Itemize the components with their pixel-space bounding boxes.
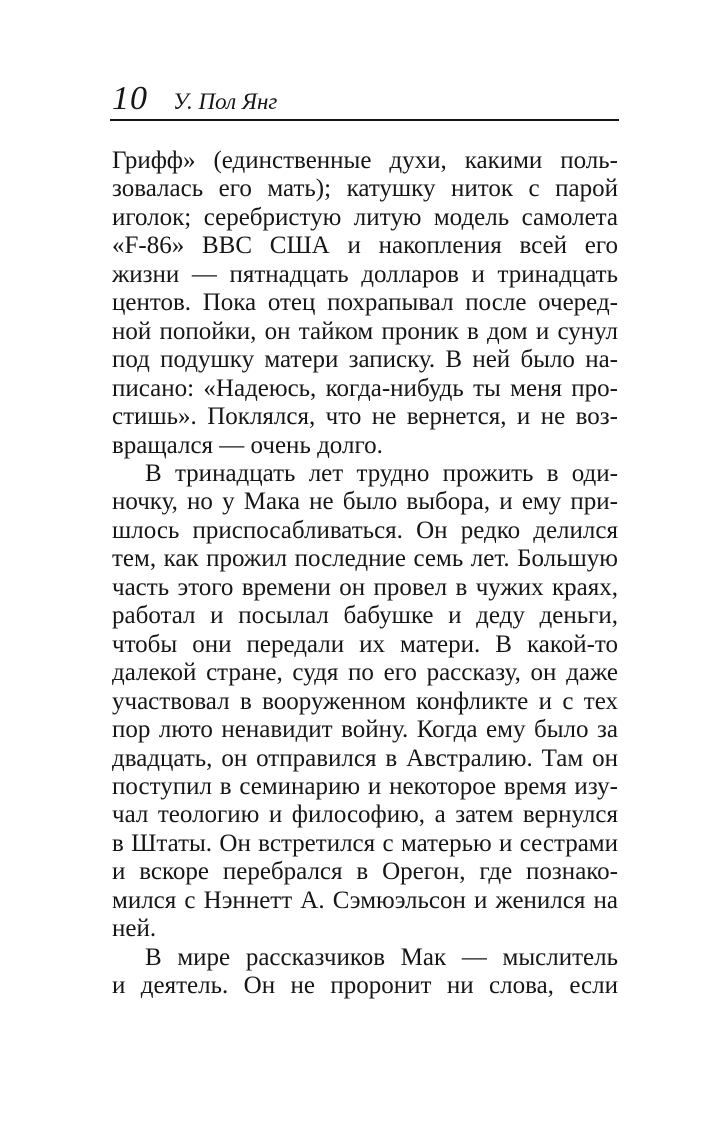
paragraph	[112, 460, 618, 944]
text-line: и деятель. Он не проронит ни слова, если	[112, 972, 618, 1000]
text-line: тем, как прожил последние семь лет. Большую	[112, 545, 618, 573]
text-line: в Штаты. Он встретился с матерью и сестрами	[112, 829, 618, 857]
page-header	[112, 82, 620, 116]
text-line: В мире рассказчиков Мак — мыслитель	[145, 943, 618, 971]
text-line: часть этого времени он провел в чужих краях,	[112, 573, 618, 601]
text-line: В тринадцать лет трудно прожить в оди-	[145, 459, 618, 487]
text-line: центов. Пока отец похрапывал после очеред-	[112, 289, 618, 317]
text-line: участвовал в вооруженном конфликте и с тех	[112, 687, 618, 715]
page-number: 10	[112, 80, 148, 117]
text-line: иголок; серебристую литую модель самолета	[112, 203, 618, 231]
text-line: ной попойки, он тайком проник в дом и сунул	[112, 317, 618, 345]
text-line: Грифф» (единственные духи, какими поль-	[112, 147, 618, 174]
text-line: работал и посылал бабушке и деду деньги,	[112, 602, 618, 630]
text-line: чтобы они передали их матери. В какой-то	[112, 630, 618, 658]
paragraph	[112, 147, 618, 460]
running-title: У. Пол Янг	[173, 89, 278, 114]
text-line: шлось приспосабливаться. Он редко делился	[112, 516, 618, 544]
text-line: «F-86» ВВС США и накопления всей его	[112, 232, 618, 260]
text-line: чал теологию и философию, а затем вернулся	[112, 801, 618, 829]
text-line: стишь». Поклялся, что не вернется, и не воз-	[112, 403, 618, 431]
text-line: писано: «Надеюсь, когда-нибудь ты меня про-	[112, 374, 618, 402]
text-line: мился с Нэннетт А. Сэмюэльсон и женился на	[112, 886, 618, 914]
text-line: жизни — пятнадцать долларов и тринадцать	[112, 260, 618, 288]
text-line: пор люто ненавидит войну. Когда ему было за	[112, 716, 618, 744]
text-line: вращался — очень долго.	[112, 431, 383, 459]
text-line: зовалась его мать); катушку ниток с парой	[112, 175, 618, 203]
text-line: ней.	[112, 915, 157, 943]
paragraph	[112, 944, 618, 1001]
text-line: поступил в семинарию и некоторое время изу-	[112, 772, 618, 800]
text-line: под подушку матери записку. В ней было на-	[112, 346, 618, 374]
text-line: двадцать, он отправился в Австралию. Там он	[112, 744, 618, 772]
text-line: ночку, но у Мака не было выбора, и ему при-	[112, 488, 618, 516]
text-line: и вскоре перебрался в Орегон, где познако-	[112, 858, 618, 886]
header-divider	[110, 119, 619, 121]
body-text	[112, 147, 618, 1001]
text-line: далекой стране, судя по его рассказу, он даже	[112, 659, 618, 687]
